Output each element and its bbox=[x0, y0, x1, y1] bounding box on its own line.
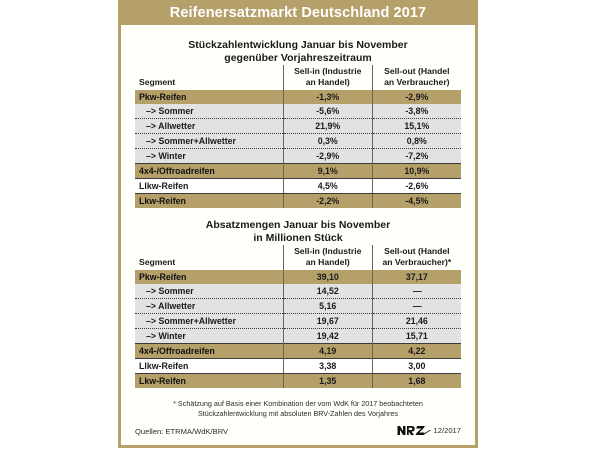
section2-heading-line2: in Millionen Stück bbox=[253, 232, 343, 244]
cell-sell-out: 10,9% bbox=[372, 164, 461, 179]
table-row bbox=[135, 270, 461, 284]
cell-segment: Llkw-Reifen bbox=[135, 179, 283, 194]
cell-sell-out: — bbox=[372, 299, 461, 314]
cell-sell-in: 9,1% bbox=[283, 164, 372, 179]
table-row bbox=[135, 194, 461, 209]
section2-heading-line1: Absatzmengen Januar bis November bbox=[205, 219, 391, 231]
infographic-card bbox=[118, 0, 478, 448]
cell-sell-out: 4,22 bbox=[372, 344, 461, 359]
table-row bbox=[135, 134, 461, 149]
footnote-line1: * Schätzung auf Basis einer Kombination der vom WdK für 2017 beobachteten bbox=[173, 399, 423, 408]
table-absatzmengen bbox=[135, 245, 461, 388]
table-row bbox=[135, 344, 461, 359]
page-title: Reifenersatzmarkt Deutschland 2017 bbox=[118, 0, 478, 25]
table-row bbox=[135, 284, 461, 299]
table2-header-row bbox=[135, 245, 461, 270]
footer-row bbox=[135, 425, 461, 436]
footnote-line2: Stückzahlentwicklung mit absoluten BRV-Zahlen des Vorjahres bbox=[197, 409, 399, 418]
section2-heading bbox=[135, 219, 461, 245]
cell-sell-in: 39,10 bbox=[283, 270, 372, 284]
cell-sell-in: -2,9% bbox=[283, 149, 372, 164]
cell-segment: Llkw-Reifen bbox=[135, 359, 283, 374]
cell-sell-in: 21,9% bbox=[283, 119, 372, 134]
col-header-sell-out bbox=[372, 65, 461, 90]
cell-sell-out: -3,8% bbox=[372, 104, 461, 119]
footnote bbox=[135, 399, 461, 419]
cell-sell-in: -1,3% bbox=[283, 90, 372, 104]
issue-label: 12/2017 bbox=[433, 426, 461, 435]
table-row bbox=[135, 149, 461, 164]
nrz-logo-icon bbox=[397, 425, 431, 436]
cell-sell-out: 0,8% bbox=[372, 134, 461, 149]
table2-body bbox=[135, 270, 461, 388]
table-row bbox=[135, 119, 461, 134]
col-header-sell-in bbox=[283, 65, 372, 90]
cell-segment: –> Sommer bbox=[135, 284, 283, 299]
table-row bbox=[135, 314, 461, 329]
cell-sell-in: -2,2% bbox=[283, 194, 372, 209]
col-header-sell-out-line2: an Verbraucher) bbox=[384, 76, 450, 87]
table2-header bbox=[135, 245, 461, 270]
cell-segment: –> Sommer+Allwetter bbox=[135, 134, 283, 149]
col-header-sell-out-2-line1: Sell-out (Handel bbox=[384, 246, 450, 256]
cell-segment: –> Sommer bbox=[135, 104, 283, 119]
sources-label: Quellen: ETRMA/WdK/BRV bbox=[135, 427, 229, 436]
cell-sell-in: 0,3% bbox=[283, 134, 372, 149]
cell-segment: Lkw-Reifen bbox=[135, 194, 283, 209]
brand-block bbox=[397, 425, 461, 436]
cell-sell-in: 4,19 bbox=[283, 344, 372, 359]
table-row bbox=[135, 329, 461, 344]
col-header-sell-in-2-line2: an Handel) bbox=[305, 256, 350, 267]
cell-segment: –> Sommer+Allwetter bbox=[135, 314, 283, 329]
cell-sell-in: 19,67 bbox=[283, 314, 372, 329]
cell-sell-in: 14,52 bbox=[283, 284, 372, 299]
table-row bbox=[135, 104, 461, 119]
col-header-sell-out-2-line2: an Verbraucher)* bbox=[382, 256, 452, 267]
cell-segment: –> Winter bbox=[135, 329, 283, 344]
cell-sell-out: 15,71 bbox=[372, 329, 461, 344]
col-header-sell-in-line1: Sell-in (Industrie bbox=[294, 66, 362, 76]
section1-heading bbox=[135, 39, 461, 65]
cell-sell-out: -2,6% bbox=[372, 179, 461, 194]
table-row bbox=[135, 179, 461, 194]
col-header-sell-in-line2: an Handel) bbox=[305, 76, 350, 87]
cell-sell-out: -7,2% bbox=[372, 149, 461, 164]
cell-sell-out: 21,46 bbox=[372, 314, 461, 329]
cell-sell-in: 4,5% bbox=[283, 179, 372, 194]
col-header-sell-in-2 bbox=[283, 245, 372, 270]
section1-heading-line2: gegenüber Vorjahreszeitraum bbox=[224, 52, 372, 64]
col-header-sell-out-line1: Sell-out (Handel bbox=[384, 66, 450, 76]
table1-header-row bbox=[135, 65, 461, 90]
cell-segment: 4x4-/Offroadreifen bbox=[135, 164, 283, 179]
cell-sell-out: 15,1% bbox=[372, 119, 461, 134]
cell-sell-in: -5,6% bbox=[283, 104, 372, 119]
col-header-sell-out-2 bbox=[372, 245, 461, 270]
table-row bbox=[135, 299, 461, 314]
col-header-sell-in-2-line1: Sell-in (Industrie bbox=[294, 246, 362, 256]
table-stueckzahlentwicklung bbox=[135, 65, 461, 208]
section1-heading-line1: Stückzahlentwicklung Januar bis November bbox=[188, 39, 408, 51]
table-row bbox=[135, 374, 461, 389]
cell-segment: 4x4-/Offroadreifen bbox=[135, 344, 283, 359]
cell-sell-out: — bbox=[372, 284, 461, 299]
cell-segment: –> Allwetter bbox=[135, 299, 283, 314]
cell-sell-out: -2,9% bbox=[372, 90, 461, 104]
cell-segment: Pkw-Reifen bbox=[135, 90, 283, 104]
table-row bbox=[135, 164, 461, 179]
cell-sell-in: 19,42 bbox=[283, 329, 372, 344]
cell-segment: –> Winter bbox=[135, 149, 283, 164]
cell-sell-out: -4,5% bbox=[372, 194, 461, 209]
cell-sell-in: 1,35 bbox=[283, 374, 372, 389]
col-header-segment: Segment bbox=[139, 76, 176, 87]
cell-segment: Lkw-Reifen bbox=[135, 374, 283, 389]
cell-sell-in: 5,16 bbox=[283, 299, 372, 314]
cell-segment: Pkw-Reifen bbox=[135, 270, 283, 284]
cell-sell-out: 1,68 bbox=[372, 374, 461, 389]
col-header-segment-2: Segment bbox=[139, 256, 176, 267]
table1-header bbox=[135, 65, 461, 90]
table1-body bbox=[135, 90, 461, 208]
table-row bbox=[135, 90, 461, 104]
cell-sell-in: 3,38 bbox=[283, 359, 372, 374]
cell-sell-out: 37,17 bbox=[372, 270, 461, 284]
cell-sell-out: 3,00 bbox=[372, 359, 461, 374]
card-body bbox=[121, 25, 475, 445]
table-row bbox=[135, 359, 461, 374]
cell-segment: –> Allwetter bbox=[135, 119, 283, 134]
